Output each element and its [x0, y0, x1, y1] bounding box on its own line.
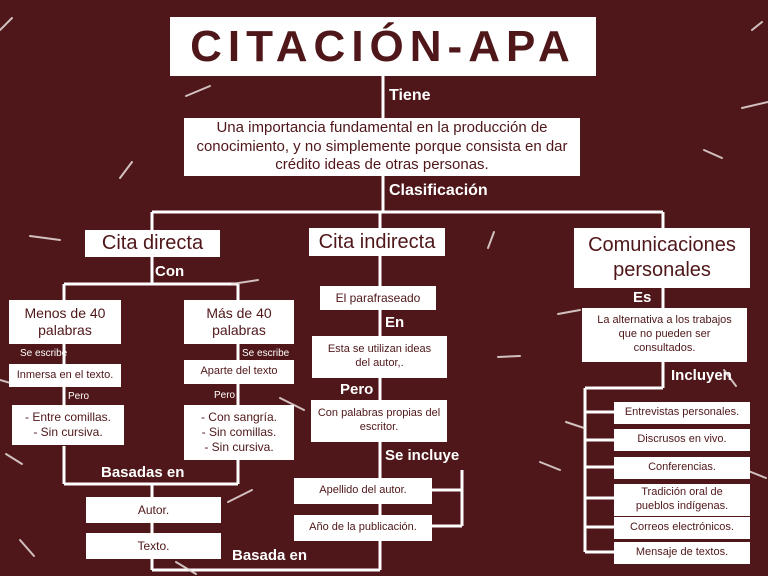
label-en: En: [385, 314, 405, 331]
directa-menos-rules: [12, 405, 124, 445]
label-basadas-en: Basadas en: [101, 464, 185, 481]
cita-indirecta-heading: Cita indirecta: [309, 228, 445, 256]
alternativa-box: La alternativa a los trabajos que no pueden ser consultados.: [582, 308, 747, 362]
page-title: CITACIÓN-APA: [170, 17, 596, 76]
label-pero-indirecta: Pero: [340, 381, 374, 398]
mas-40-box: Más de 40 palabras: [184, 300, 294, 344]
label-incluyen: Incluyen: [671, 367, 732, 384]
list-item: Discrusos en vivo.: [614, 429, 750, 451]
aparte-box: Aparte del texto: [184, 360, 294, 384]
list-item: Mensaje de textos.: [614, 542, 750, 564]
label-pero-1: Pero: [68, 391, 90, 402]
label-se-escribe-2: Se escribe: [242, 348, 290, 359]
rule-sin-comillas: - Sin comillas.: [201, 425, 277, 439]
label-pero-2: Pero: [214, 390, 236, 401]
directa-mas-rules: [184, 405, 294, 460]
texto-box: Texto.: [86, 533, 221, 559]
list-item: Entrevistas personales.: [614, 402, 750, 424]
utilizan-box: Esta se utilizan ideas del autor,.: [312, 336, 447, 378]
list-item: Tradición oral de pueblos indígenas.: [614, 484, 750, 516]
label-es: Es: [633, 289, 652, 306]
parafraseado-box: El parafraseado: [320, 286, 436, 310]
rule-entre-comillas: - Entre comillas.: [24, 410, 112, 424]
inmersa-box: Inmersa en el texto.: [9, 364, 121, 387]
palabras-propias-box: Con palabras propias del escritor.: [311, 400, 447, 442]
menos-40-box: Menos de 40 palabras: [9, 300, 121, 344]
label-se-escribe-1: Se escribe: [20, 348, 68, 359]
label-tiene: Tiene: [389, 87, 431, 104]
cita-directa-heading: Cita directa: [85, 230, 220, 257]
rule-con-sangria: - Con sangría.: [200, 410, 278, 424]
rule-sin-cursiva-2: - Sin cursiva.: [204, 440, 274, 454]
label-con: Con: [155, 263, 185, 280]
anio-box: Año de la publicación.: [294, 515, 432, 541]
label-se-incluye: Se incluye: [385, 447, 460, 464]
label-clasificacion: Clasificación: [389, 182, 488, 199]
rule-sin-cursiva-1: - Sin cursiva.: [33, 425, 103, 439]
list-item: Correos electrónicos.: [614, 517, 750, 539]
list-item: Conferencias.: [614, 457, 750, 479]
apellido-box: Apellido del autor.: [294, 478, 432, 504]
intro-box: Una importancia fundamental en la producción de conocimiento, y no simplemente porque consista en dar crédito ideas de otras personas.: [184, 118, 580, 176]
autor-box: Autor.: [86, 497, 221, 523]
label-basada-en: Basada en: [232, 547, 308, 564]
comunicaciones-heading: Comunicaciones personales: [574, 228, 750, 288]
